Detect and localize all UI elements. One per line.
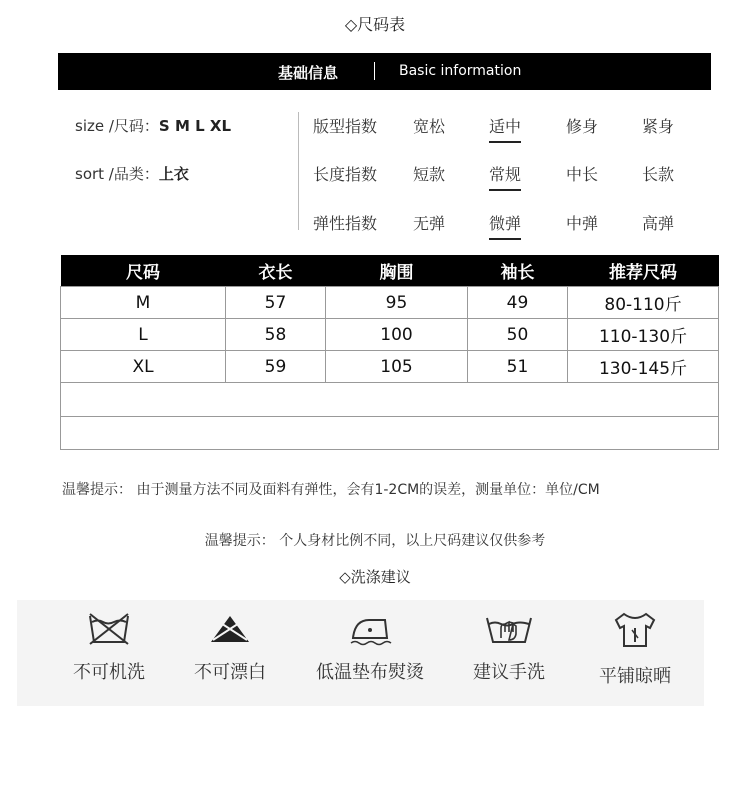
flat-dry-icon <box>612 610 658 650</box>
table-row-empty <box>61 383 719 417</box>
size-info <box>75 115 231 136</box>
table-header-row <box>61 255 719 287</box>
cell-size: M <box>61 287 226 319</box>
length-option-regular-selected: 常规 <box>489 162 521 191</box>
care-label: 建议手洗 <box>473 662 545 683</box>
cell-length: 59 <box>226 351 326 383</box>
length-option-short: 短款 <box>413 165 446 184</box>
basic-info-bar <box>58 53 711 90</box>
header-sleeve: 袖长 <box>468 255 568 287</box>
length-option-medium: 中长 <box>566 165 599 184</box>
cell-chest: 100 <box>326 319 468 351</box>
fit-option-tight: 紧身 <box>642 117 675 136</box>
measurement-note: 温馨提示： 由于测量方法不同及面料有弹性，会有1-2CM的误差，测量单位：单位/CM <box>62 482 600 498</box>
cell-size: XL <box>61 351 226 383</box>
stretch-option-none: 无弹 <box>413 214 446 233</box>
sort-info <box>75 163 189 184</box>
cell-chest: 95 <box>326 287 468 319</box>
fit-option-regular-selected: 适中 <box>489 114 521 143</box>
basic-info-zh: 基础信息 <box>278 64 339 82</box>
header-recommended: 推荐尺码 <box>568 255 719 287</box>
table-row <box>61 287 719 319</box>
info-divider <box>298 112 299 230</box>
size-value: S M L XL <box>158 117 231 135</box>
empty-row-cell <box>61 417 719 450</box>
sort-label: sort /品类： <box>75 165 159 183</box>
care-item <box>444 600 574 684</box>
fit-option-slim: 修身 <box>566 117 599 136</box>
table-row-empty <box>61 417 719 450</box>
no-machine-wash-icon <box>86 610 132 646</box>
table-row <box>61 319 719 351</box>
stretch-option-slight-selected: 微弹 <box>489 211 521 240</box>
cell-chest: 105 <box>326 351 468 383</box>
cell-length: 58 <box>226 319 326 351</box>
care-instructions <box>17 600 704 706</box>
care-label: 不可漂白 <box>194 662 266 683</box>
size-table <box>60 255 719 450</box>
care-label: 低温垫布熨烫 <box>316 662 424 683</box>
low-iron-icon <box>347 610 393 646</box>
care-item <box>295 600 445 684</box>
care-item <box>44 600 174 684</box>
cell-recommended: 130-145斤 <box>568 351 719 383</box>
fit-note: 温馨提示： 个人身材比例不同，以上尺码建议仅供参考 <box>204 533 546 549</box>
stretch-index-label: 弹性指数 <box>313 214 378 233</box>
cell-recommended: 80-110斤 <box>568 287 719 319</box>
header-length: 衣长 <box>226 255 326 287</box>
length-option-long: 长款 <box>642 165 675 184</box>
header-size: 尺码 <box>61 255 226 287</box>
length-index-label: 长度指数 <box>313 165 378 184</box>
stretch-option-medium: 中弹 <box>566 214 599 233</box>
sort-value: 上衣 <box>158 165 189 183</box>
care-label: 平铺晾晒 <box>599 666 671 687</box>
size-chart-title: ◇尺码表 <box>344 15 406 34</box>
divider <box>374 62 375 80</box>
care-item <box>570 600 700 688</box>
care-title: ◇洗涤建议 <box>339 568 411 586</box>
cell-sleeve: 51 <box>468 351 568 383</box>
size-label: size /尺码： <box>75 117 159 135</box>
header-chest: 胸围 <box>326 255 468 287</box>
cell-length: 57 <box>226 287 326 319</box>
empty-row-cell <box>61 383 719 417</box>
hand-wash-icon <box>483 610 535 646</box>
care-item <box>165 600 295 684</box>
cell-recommended: 110-130斤 <box>568 319 719 351</box>
cell-sleeve: 49 <box>468 287 568 319</box>
basic-info-en: Basic information <box>399 63 522 79</box>
no-bleach-icon <box>207 610 253 646</box>
care-label: 不可机洗 <box>73 662 145 683</box>
fit-index-label: 版型指数 <box>313 117 378 136</box>
cell-sleeve: 50 <box>468 319 568 351</box>
table-row <box>61 351 719 383</box>
cell-size: L <box>61 319 226 351</box>
fit-option-loose: 宽松 <box>413 117 446 136</box>
stretch-option-high: 高弹 <box>642 214 675 233</box>
